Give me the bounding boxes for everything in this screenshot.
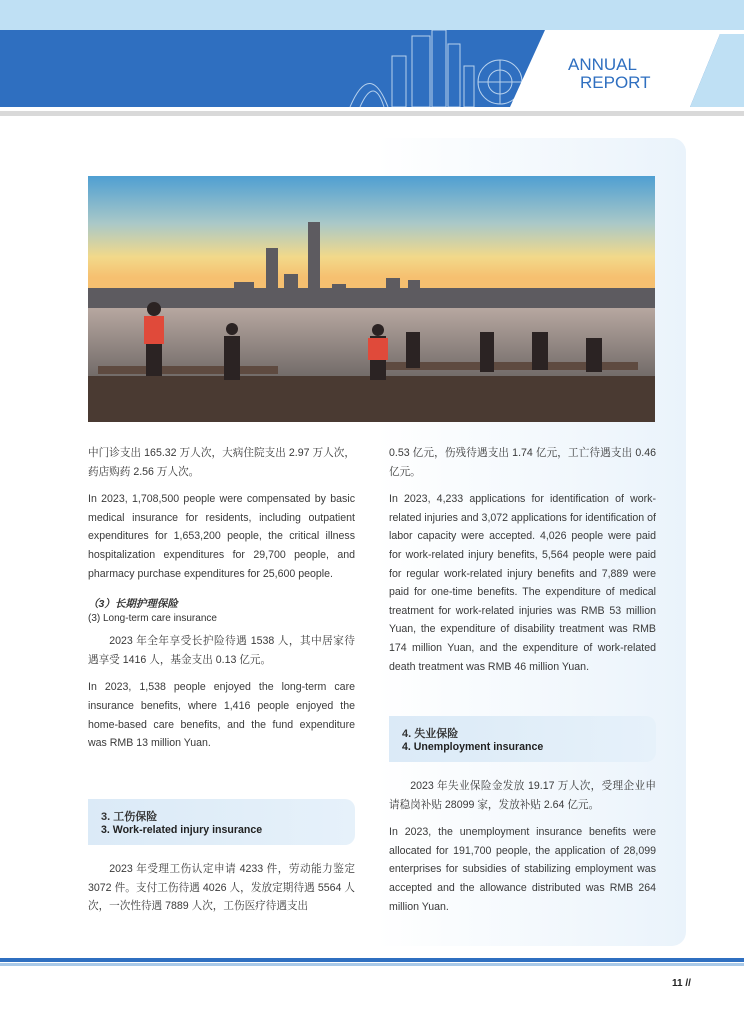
- sunset-lakeside-photo: [88, 176, 655, 422]
- right-p2-cn: 2023 年失业保险金发放 19.17 万人次，受理企业申请稳岗补贴 28099 家，发放补贴 2.64 亿元。: [389, 780, 656, 811]
- footer-rule-light: [0, 963, 744, 966]
- subheading-cn-long-term-care: （3）长期护理保险: [88, 598, 178, 611]
- section-4-heading: [389, 716, 656, 762]
- right-p2-en: In 2023, the unemployment insurance benefits were allocated for 191,700 people, the application of 28,099 enterprises for subsidies of stabilizing employment was accepted and the allowance distributed was RMB 264 million Yuan.: [389, 826, 656, 913]
- left-column-bottom: [88, 860, 355, 925]
- header-top-strip: [0, 0, 744, 30]
- right-column: [389, 444, 656, 685]
- subheading-en-long-term-care: (3) Long-term care insurance: [88, 613, 217, 625]
- section-3-title-cn: 3. 工伤保险: [101, 811, 158, 823]
- header-gap: [0, 107, 744, 110]
- header-divider: [0, 111, 744, 116]
- section-3-heading: [88, 799, 355, 845]
- left-p2-cn: 2023 年全年享受长护险待遇 1538 人，其中居家待遇享受 1416 人，基金支出 0.13 亿元。: [88, 635, 355, 666]
- left-p3-cn: 2023 年受理工伤认定申请 4233 件，劳动能力鉴定 3072 件。支付工伤待遇 4026 人，发放定期待遇 5564 人次，一次性待遇 7889 人次，工伤医疗待遇支出: [88, 863, 355, 913]
- section-3-title-en: 3. Work-related injury insurance: [101, 824, 263, 836]
- right-p1-cn: 0.53 亿元，伤残待遇支出 1.74 亿元，工亡待遇支出 0.46 亿元。: [389, 447, 656, 478]
- footer-rule-dark: [0, 958, 744, 962]
- right-column-bottom: [389, 777, 656, 925]
- left-p1-cn: 中门诊支出 165.32 万人次，大病住院支出 2.97 万人次，药店购药 2.56 万人次。: [88, 447, 355, 478]
- report-title: [568, 56, 678, 92]
- right-p1-en: In 2023, 4,233 applications for identification of work-related injuries and 3,072 applications for identification of labor capacity were accepted. 4,026 people were paid for work-related injury benefits, 5,564 people were paid for regular work-related injury benefits and 7,889 were paid for one-time benefits. The expenditure of medical treatment for work-related injuries was RMB 53 million Yuan, the expenditure of disability treatment was RMB 174 million Yuan, and the expenditure of work-related death treatment was RMB 46 million Yuan.: [389, 493, 656, 673]
- report-title-line2: REPORT: [580, 73, 651, 92]
- page-number: 11 //: [672, 978, 691, 989]
- left-p2-en: In 2023, 1,538 people enjoyed the long-term care insurance benefits, where 1,416 people enjoyed the home-based care benefits, and the fund expenditure was RMB 13 million Yuan.: [88, 681, 355, 750]
- report-title-line1: ANNUAL: [568, 55, 637, 74]
- left-column: [88, 444, 355, 762]
- left-p1-en: In 2023, 1,708,500 people were compensated by basic medical insurance for residents, including outpatient expenditures for 1,653,200 people, the critical illness hospitalization expenditures for 29,700 people, and pharmacy purchase expenditures for 25,600 people.: [88, 493, 355, 580]
- section-4-title-en: 4. Unemployment insurance: [402, 741, 544, 753]
- section-4-title-cn: 4. 失业保险: [402, 728, 459, 740]
